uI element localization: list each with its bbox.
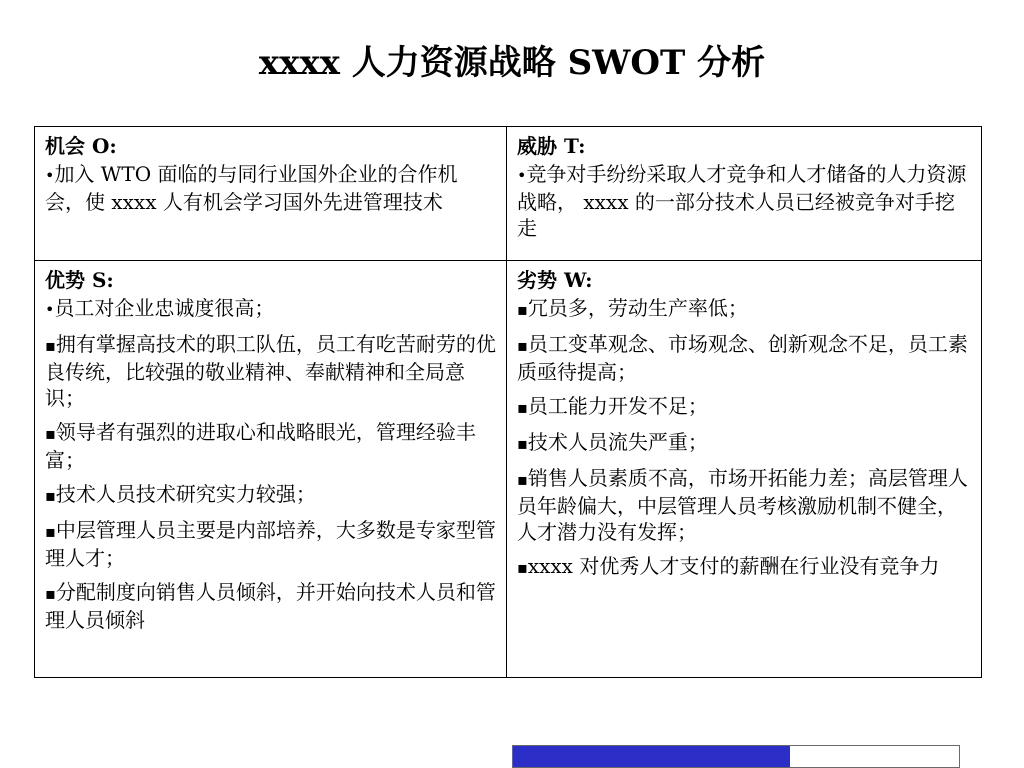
list-item — [517, 161, 971, 241]
bullet-icon: ▪ — [45, 336, 56, 355]
strengths-cell — [35, 261, 507, 677]
list-item — [517, 465, 971, 545]
bullet-icon: ▪ — [45, 584, 56, 603]
swot-table — [34, 126, 982, 678]
list-item-text: 技术人员技术研究实力较强； — [55, 482, 316, 506]
bullet-icon: ▪ — [517, 470, 528, 489]
list-item-text: 员工对企业忠诚度很高； — [54, 296, 275, 320]
weaknesses-heading: 劣势 W: — [517, 268, 593, 292]
slide-progress-bar-fill — [513, 746, 790, 767]
list-item — [45, 331, 496, 411]
list-item — [45, 295, 496, 323]
list-item-text: 中层管理人员主要是内部培养，大多数是专家型管理人才； — [45, 518, 496, 570]
list-item-text: 技术人员流失严重； — [527, 430, 708, 454]
bullet-icon: ▪ — [45, 486, 56, 505]
list-item — [45, 481, 496, 509]
list-item-text: 冗员多，劳动生产率低； — [527, 296, 748, 320]
list-item — [517, 331, 971, 385]
weaknesses-cell — [507, 261, 981, 677]
bullet-icon: • — [45, 166, 55, 185]
list-item-text: 分配制度向销售人员倾斜，并开始向技术人员和管理人员倾斜 — [45, 580, 496, 632]
bullet-icon: ▪ — [517, 558, 528, 577]
bullet-icon: ▪ — [517, 336, 528, 355]
opportunities-heading: 机会 O: — [45, 134, 117, 158]
list-item-text: 领导者有强烈的进取心和战略眼光，管理经验丰富； — [45, 420, 476, 472]
list-item-text: xxxx 对优秀人才支付的薪酬在行业没有竞争力 — [527, 554, 940, 578]
list-item-text: 竞争对手纷纷采取人才竞争和人才储备的人力资源战略， xxxx 的一部分技术人员已经被竞争对手挖走 — [517, 162, 967, 240]
list-item — [45, 579, 496, 633]
list-item-text: 加入 WTO 面临的与同行业国外企业的合作机会，使 xxxx 人有机会学习国外先进管理技术 — [45, 162, 458, 214]
list-item-text: 员工变革观念、市场观念、创新观念不足，员工素质亟待提高； — [517, 332, 968, 384]
opportunities-list — [45, 161, 496, 215]
list-item — [517, 553, 971, 581]
opportunities-cell — [35, 127, 507, 261]
bullet-icon: • — [45, 300, 55, 319]
bullet-icon: ▪ — [45, 522, 56, 541]
list-item — [45, 419, 496, 473]
weaknesses-list — [517, 295, 971, 581]
list-item-text: 销售人员素质不高，市场开拓能力差；高层管理人员年龄偏大，中层管理人员考核激励机制不健全，人才潜力没有发挥； — [517, 466, 968, 544]
bullet-icon: ▪ — [45, 424, 56, 443]
slide-title: xxxx 人力资源战略 SWOT 分析 — [258, 43, 766, 83]
threats-cell — [507, 127, 981, 261]
list-item — [517, 295, 971, 323]
threats-list — [517, 161, 971, 241]
list-item — [517, 429, 971, 457]
bullet-icon: ▪ — [517, 434, 528, 453]
list-item — [45, 161, 496, 215]
bullet-icon: ▪ — [517, 398, 528, 417]
threats-heading: 威胁 T: — [517, 134, 586, 158]
bullet-icon: • — [517, 166, 527, 185]
strengths-list — [45, 295, 496, 633]
strengths-heading: 优势 S: — [45, 268, 114, 292]
list-item — [45, 517, 496, 571]
bullet-icon: ▪ — [517, 300, 528, 319]
slide-progress-bar — [512, 745, 960, 768]
list-item — [517, 393, 971, 421]
list-item-text: 员工能力开发不足； — [527, 394, 708, 418]
list-item-text: 拥有掌握高技术的职工队伍，员工有吃苦耐劳的优良传统，比较强的敬业精神、奉献精神和全局意识； — [45, 332, 496, 410]
